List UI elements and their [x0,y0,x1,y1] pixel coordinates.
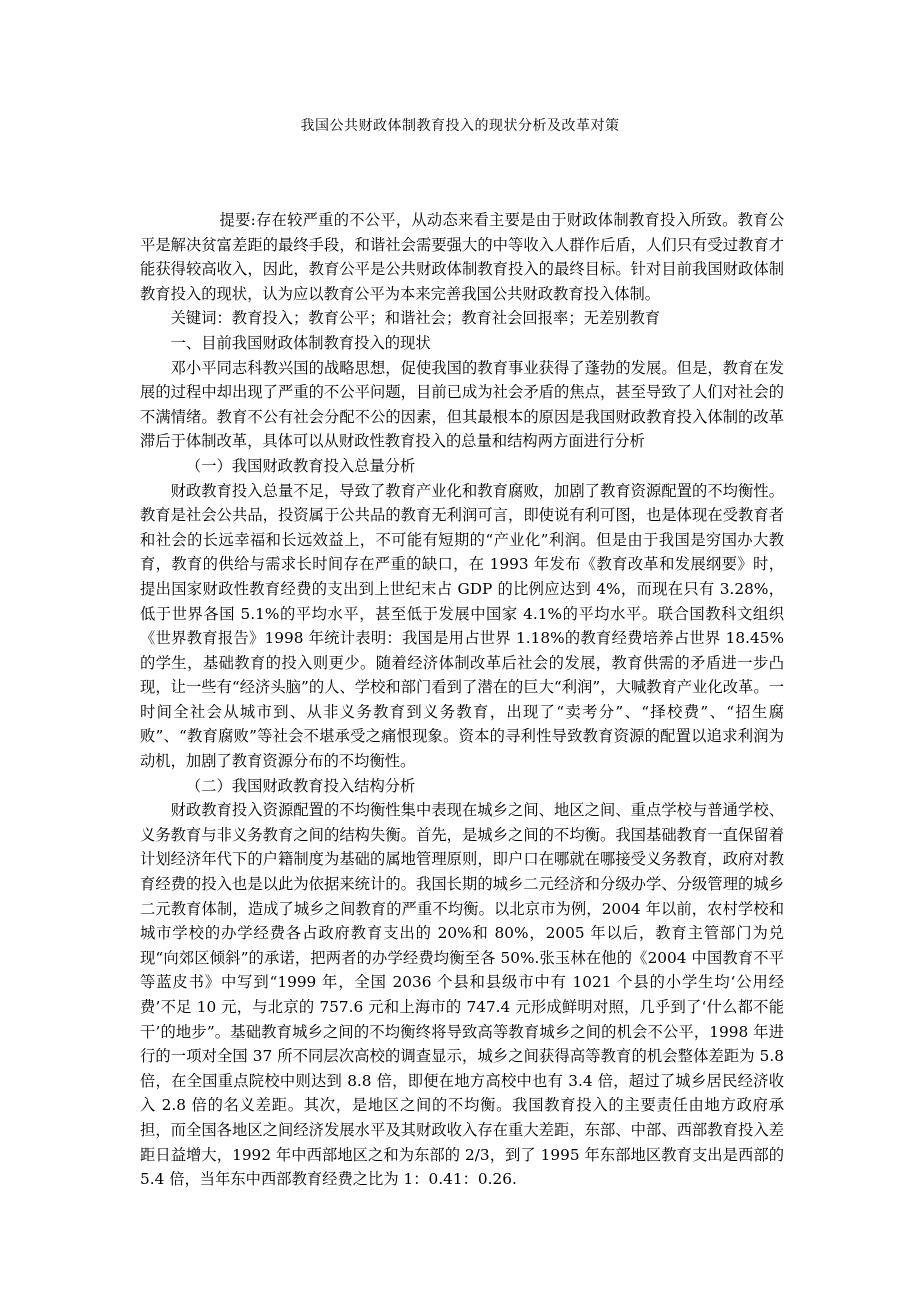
subsection-1-paragraph: 财政教育投入总量不足，导致了教育产业化和教育腐败，加剧了教育资源配置的不均衡性。教育是社会公共品，投资属于公共品的教育无利润可言，即使说有利可图，也是体现在受教育者和社会的长远幸福和长远效益上，不可能有短期的“产业化”利润。但是由于我国是穷国办大教育，教育的供给与需求长时间存在严重的缺口，在 1993 年发布《教育改革和发展纲要》时，提出国家财政性教育经费的支出到上世纪末占 GDP 的比例应达到 4%，而现在只有 3.28%，低于世界各国 5.1%的平均水平，甚至低于发展中国家 4.1%的平均水平。联合国教科文组织《世界教育报告》1998 年统计表明：我国是用占世界 1.18%的教育经费培养占世界 18.45%的学生，基础教育的投入则更少。随着经济体制改革后社会的发展，教育供需的矛盾进一步凸现，让一些有“经济头脑”的人、学校和部门看到了潜在的巨大“利润”，大喊教育产业化改革。一时间全社会从城市到、从非义务教育到义务教育，出现了“卖考分”、“择校费”、“招生腐败”、“教育腐败”等社会不堪承受之痛恨现象。资本的寻利性导致教育资源的配置以追求利润为动机，加剧了教育资源分布的不均衡性。 [140,481,784,771]
abstract-paragraph: 提要:存在较严重的不公平，从动态来看主要是由于财政体制教育投入所致。教育公平是解决贫富差距的最终手段，和谐社会需要强大的中等收入人群作后盾，人们只有受过教育才能获得较高收入，因此，教育公平是公共财政体制教育投入的最终目标。针对目前我国财政体制教育投入的现状，认为应以教育公平为本来完善我国公共财政教育投入体制。 [140,211,784,303]
document-title: 我国公共财政体制教育投入的现状分析及改革对策 [300,118,620,134]
subsection-2-heading: （二）我国财政教育投入结构分析 [185,776,416,795]
section-1-heading: 一、目前我国财政体制教育投入的现状 [170,333,431,352]
subsection-1-heading: （一）我国财政教育投入总量分析 [185,456,416,475]
keywords-line: 关键词：教育投入；教育公平；和谐社会；教育社会回报率；无差别教育 [170,309,661,328]
document-body [140,208,784,1192]
subsection-2-paragraph: 财政教育投入资源配置的不均衡性集中表现在城乡之间、地区之间、重点学校与普通学校、义务教育与非义务教育之间的结构失衡。首先，是城乡之间的不均衡。我国基础教育一直保留着计划经济年代下的户籍制度为基础的属地管理原则，即户口在哪就在哪接受义务教育，政府对教育经费的投入也是以此为依据来统计的。我国长期的城乡二元经济和分级办学、分级管理的城乡二元教育体制，造成了城乡之间教育的严重不均衡。以北京市为例，2004 年以前，农村学校和城市学校的办学经费各占政府教育支出的 20%和 80%，2005 年以后，教育主管部门为兑现“向郊区倾斜”的承诺，把两者的办学经费均衡至各 50%.张玉林在他的《2004 中国教育不平等蓝皮书》中写到“1999 年，全国 2036 个县和县级市中有 1021 个县的小学生均‘公用经费’不足 10 元，与北京的 757.6 元和上海市的 747.4 元形成鲜明对照，几乎到了‘什么都不能干’的地步”。基础教育城乡之间的不均衡终将导致高等教育城乡之间的机会不公平，1998 年进行的一项对全国 37 所不同层次高校的调查显示，城乡之间获得高等教育的机会整体差距为 5.8 倍，在全国重点院校中则达到 8.8 倍，即便在地方高校中也有 3.4 倍，超过了城乡居民经济收入 2.8 倍的名义差距。其次，是地区之间的不均衡。我国教育投入的主要责任由地方政府承担，而全国各地区之间经济发展水平及其财政收入存在重大差距，东部、中部、西部教育投入差距日益增大，1992 年中西部地区之和为东部的 2/3，到了 1995 年东部地区教育支出是西部的 5.4 倍，当年东中西部教育经费之比为 1：0.41：0.26. [140,801,784,1189]
section-1-intro-paragraph: 邓小平同志科教兴国的战略思想，促使我国的教育事业获得了蓬勃的发展。但是，教育在发展的过程中却出现了严重的不公平问题，目前已成为社会矛盾的焦点，甚至导致了人们对社会的不满情绪。教育不公有社会分配不公的因素，但其最根本的原因是我国财政教育投入体制的改革滞后于体制改革，具体可以从财政性教育投入的总量和结构两方面进行分析 [140,358,784,451]
